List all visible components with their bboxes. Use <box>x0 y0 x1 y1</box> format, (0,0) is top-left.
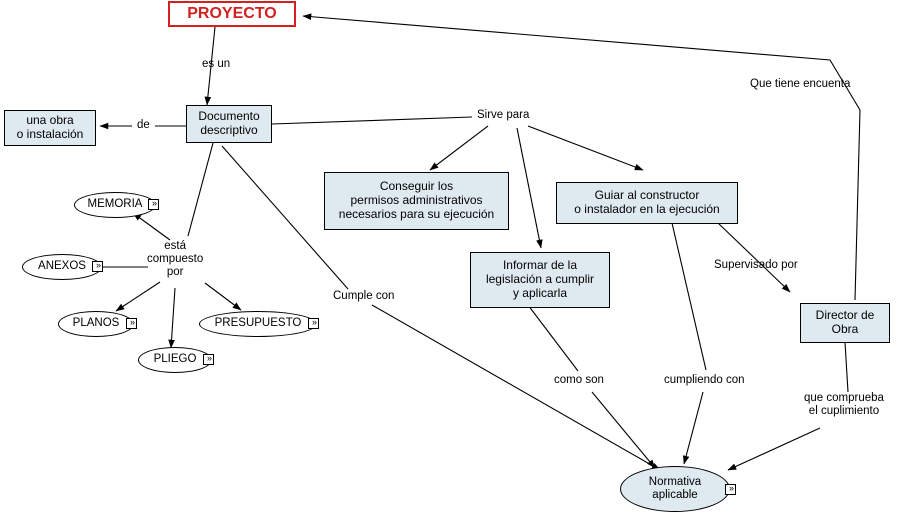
edge-label-cumpliendo-con: cumpliendo con <box>664 374 745 386</box>
node-informar-legislacion-label: Informar de la legislación a cumplir y aplicarla <box>485 258 595 300</box>
node-memoria-label: MEMORIA <box>87 198 143 211</box>
edge-label-supervisado-por: Supervisado por <box>714 259 798 271</box>
node-anexos-label: ANEXOS <box>38 260 86 273</box>
node-guiar-constructor-label: Guiar al constructor o instalador en la ejecución <box>574 188 720 216</box>
edge-label-esta-compuesto-por: está compuesto por <box>147 240 204 279</box>
edge-label-sirve-para: Sirve para <box>477 109 530 121</box>
edge-label-que-comprueba: que comprueba el cuplimiento <box>804 392 884 418</box>
edge-comprueba-normativa <box>728 428 820 470</box>
badge-planos-glyph: » <box>129 318 133 327</box>
node-documento-descriptivo-label: Documento descriptivo <box>198 109 260 137</box>
edge-label-como-son: como son <box>554 374 604 386</box>
badge-normativa-glyph: » <box>728 484 732 493</box>
badge-memoria-icon[interactable] <box>148 199 159 210</box>
node-una-obra-o-instalacion-label: una obra o instalación <box>16 113 84 141</box>
edge-cumplecon-normativa <box>372 305 660 470</box>
edge-informar-comoson <box>528 305 578 371</box>
badge-pliego-glyph: » <box>206 354 210 363</box>
badge-pliego-icon[interactable] <box>203 354 214 365</box>
edge-label-cumple-con: Cumple con <box>333 290 395 302</box>
node-conseguir-permisos-label: Conseguir los permisos administrativos necesarios para su ejecución <box>338 179 495 221</box>
node-pliego[interactable] <box>138 347 212 373</box>
edge-compuesto-memoria <box>133 213 170 240</box>
edge-documento-compuesto <box>188 143 213 236</box>
node-director-obra-label: Director de Obra <box>815 308 875 336</box>
edge-sirvepara-guiar <box>528 126 643 170</box>
node-documento-descriptivo[interactable] <box>186 105 272 143</box>
edge-label-que-tiene-encuenta: Que tiene encuenta <box>750 78 851 90</box>
edge-director-comprueba <box>845 342 848 392</box>
node-presupuesto-label: PRESUPUESTO <box>214 317 302 330</box>
badge-planos-icon[interactable] <box>126 318 137 329</box>
node-memoria[interactable] <box>74 192 156 218</box>
badge-normativa-icon[interactable] <box>725 484 736 495</box>
badge-presupuesto-icon[interactable] <box>308 318 319 329</box>
node-anexos[interactable] <box>22 254 102 280</box>
node-planos[interactable] <box>58 311 134 337</box>
edge-compuesto-planos <box>116 282 160 311</box>
edge-label-es-un: es un <box>202 58 231 70</box>
edge-guiar-cumpliendo <box>672 223 706 370</box>
edge-sirvepara-conseguir <box>430 126 488 170</box>
node-conseguir-permisos[interactable] <box>324 172 509 230</box>
node-director-obra[interactable] <box>800 303 890 343</box>
node-proyecto-label: PROYECTO <box>187 4 277 22</box>
node-pliego-label: PLIEGO <box>153 353 197 366</box>
badge-anexos-glyph: » <box>95 261 99 270</box>
edge-documento-sirvepara <box>272 117 472 124</box>
edge-guiar-director <box>718 223 790 292</box>
node-normativa-aplicable[interactable] <box>620 466 730 512</box>
node-normativa-aplicable-label: Normativa aplicable <box>648 475 702 501</box>
edge-cumpliendo-normativa <box>684 392 703 464</box>
badge-anexos-icon[interactable] <box>92 261 103 272</box>
edge-comoson-normativa <box>592 392 655 468</box>
node-presupuesto[interactable] <box>199 311 317 337</box>
node-informar-legislacion[interactable] <box>470 252 610 308</box>
badge-presupuesto-glyph: » <box>311 318 315 327</box>
edge-sirvepara-informar <box>517 128 541 248</box>
node-guiar-constructor[interactable] <box>556 182 738 224</box>
node-planos-label: PLANOS <box>72 317 120 330</box>
node-proyecto[interactable] <box>168 1 296 27</box>
edge-compuesto-presupuesto <box>205 283 241 310</box>
node-una-obra-o-instalacion[interactable] <box>4 110 96 146</box>
edge-label-de: de <box>137 119 150 131</box>
edge-compuesto-pliego <box>171 288 175 348</box>
badge-memoria-glyph: » <box>151 199 155 208</box>
